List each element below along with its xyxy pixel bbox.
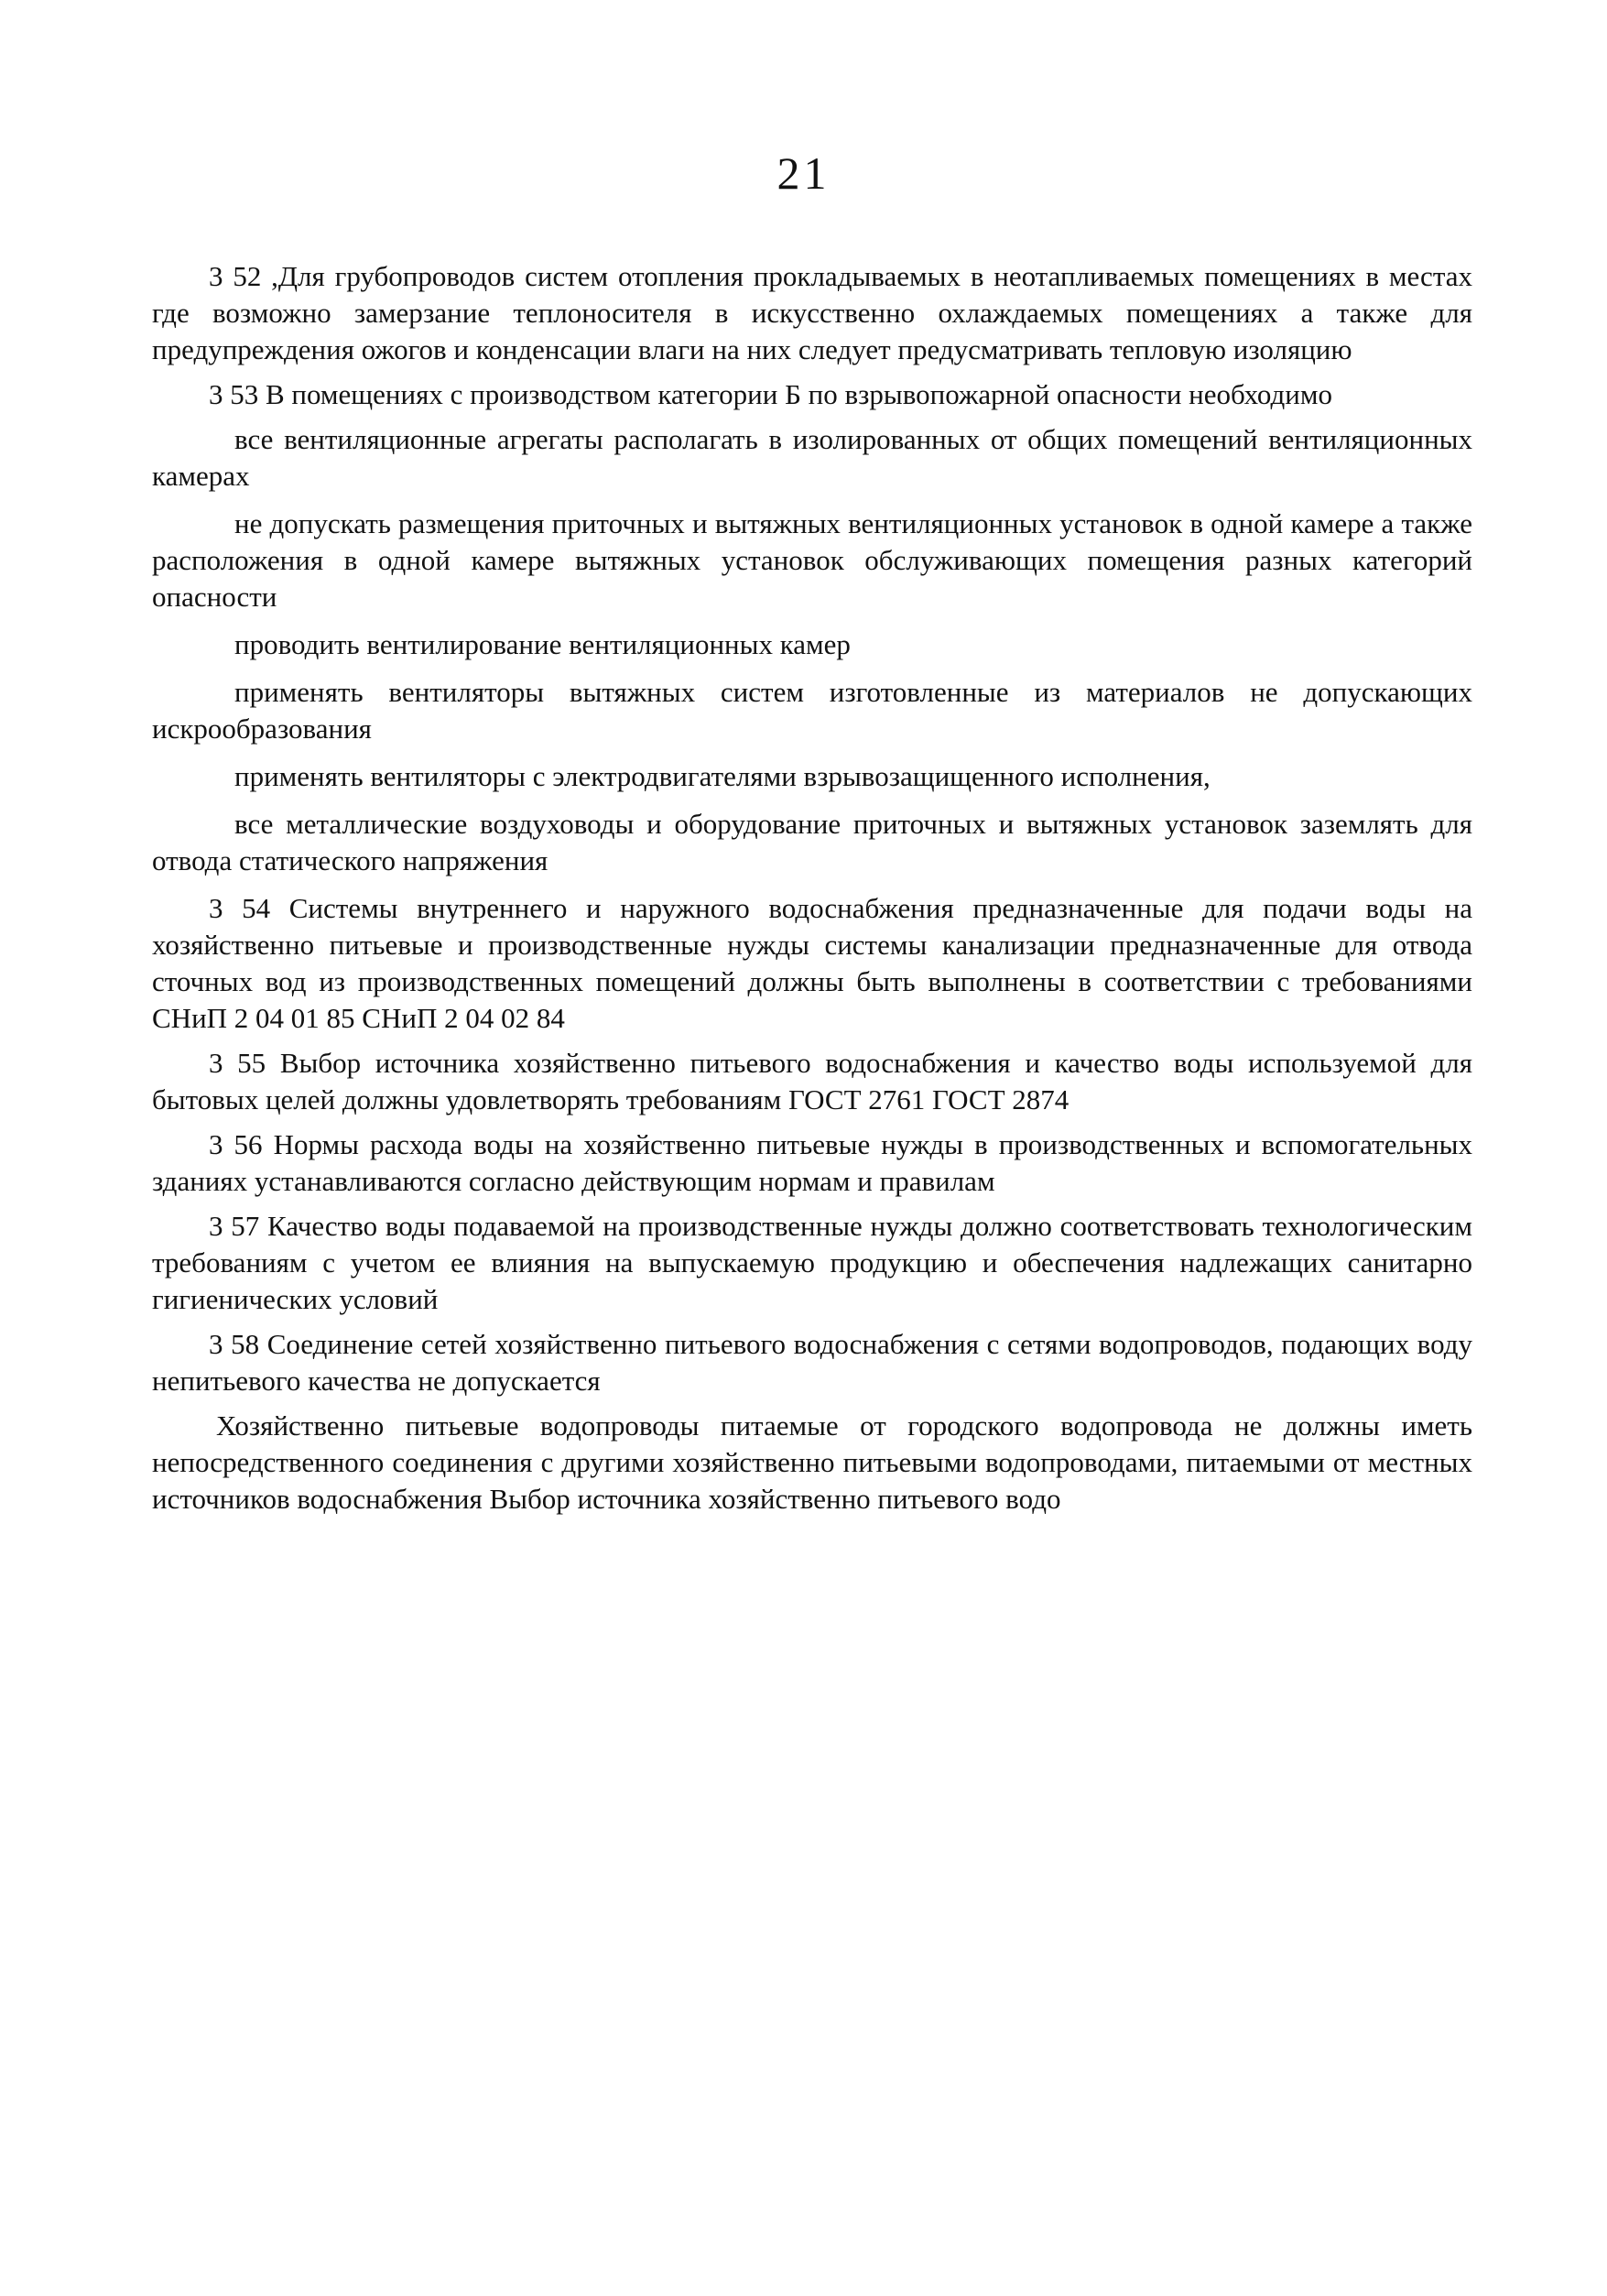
list-item: применять вентиляторы вытяжных систем изготовленные из материалов не допускающих искрообразования [152, 676, 1472, 745]
paragraph-3-58: 3 58 Соединение сетей хозяйственно питьевого водоснабжения с сетями водопроводов, подающих воду непитьевого качества не допускается [152, 1328, 1472, 1397]
paragraph-3-52: 3 52 ,Для грубопроводов систем отопления прокладываемых в неотапливаемых помещениях в местах где возможно замерзание теплоносителя в искусственно охлаждаемых помещениях а также для предупреждения ожогов и конденсации влаги на них следует предусматривать тепловую изоляцию [152, 260, 1472, 365]
paragraph-3-53: 3 53 В помещениях с производством категории Б по взрывопожарной опасности необходимо [209, 378, 1333, 410]
list-item: все металлические воздуховоды и оборудование приточных и вытяжных установок заземлять для отвода статического напряжения [152, 808, 1472, 876]
list-item: проводить вентилирование вентиляционных камер [234, 628, 851, 660]
list-item: не допускать размещения приточных и вытяжных вентиляционных установок в одной камере а также расположения в одной камере вытяжных установок обслуживающих помещения разных категорий опасности [152, 507, 1472, 613]
list-item: применять вентиляторы с электродвигателями взрывозащищенного исполнения, [234, 760, 1211, 792]
paragraph-3-55: 3 55 Выбор источника хозяйственно питьевого водоснабжения и качество воды используемой для бытовых целей должны удовлетворять требованиям ГОСТ 2761 ГОСТ 2874 [152, 1047, 1472, 1115]
paragraph-3-57: 3 57 Качество воды подаваемой на производственные нужды должно соответствовать технологическим требованиям с учетом ее влияния на выпускаемую продукцию и обеспечения надлежащих санитарно гигиенических условий [152, 1210, 1472, 1315]
paragraph-continuation: Хозяйственно питьевые водопроводы питаемые от городского водопровода не должны иметь непосредственного соединения с другими хозяйственно питьевыми водопроводами, питаемыми от местных источников водоснабжения Выбор источника хозяйственно питьевого водо [152, 1409, 1472, 1515]
body-text [152, 258, 1472, 1526]
list-item: все вентиляционные агрегаты располагать в изолированных от общих помещений вентиляционных камерах [152, 423, 1472, 492]
page-number: 21 [776, 147, 831, 199]
paragraph-3-56: 3 56 Нормы расхода воды на хозяйственно питьевые нужды в производственных и вспомогательных зданиях устанавливаются согласно действующим нормам и правилам [152, 1128, 1472, 1197]
paragraph-3-54: 3 54 Системы внутреннего и наружного водоснабжения предназначенные для подачи воды на хозяйственно питьевые и производственные нужды системы канализации предназначенные для отвода сточных вод из производственных помещений должны быть выполнены в соответствии с требованиями СНиП 2 04 01 85 СНиП 2 04 02 84 [152, 892, 1472, 1034]
